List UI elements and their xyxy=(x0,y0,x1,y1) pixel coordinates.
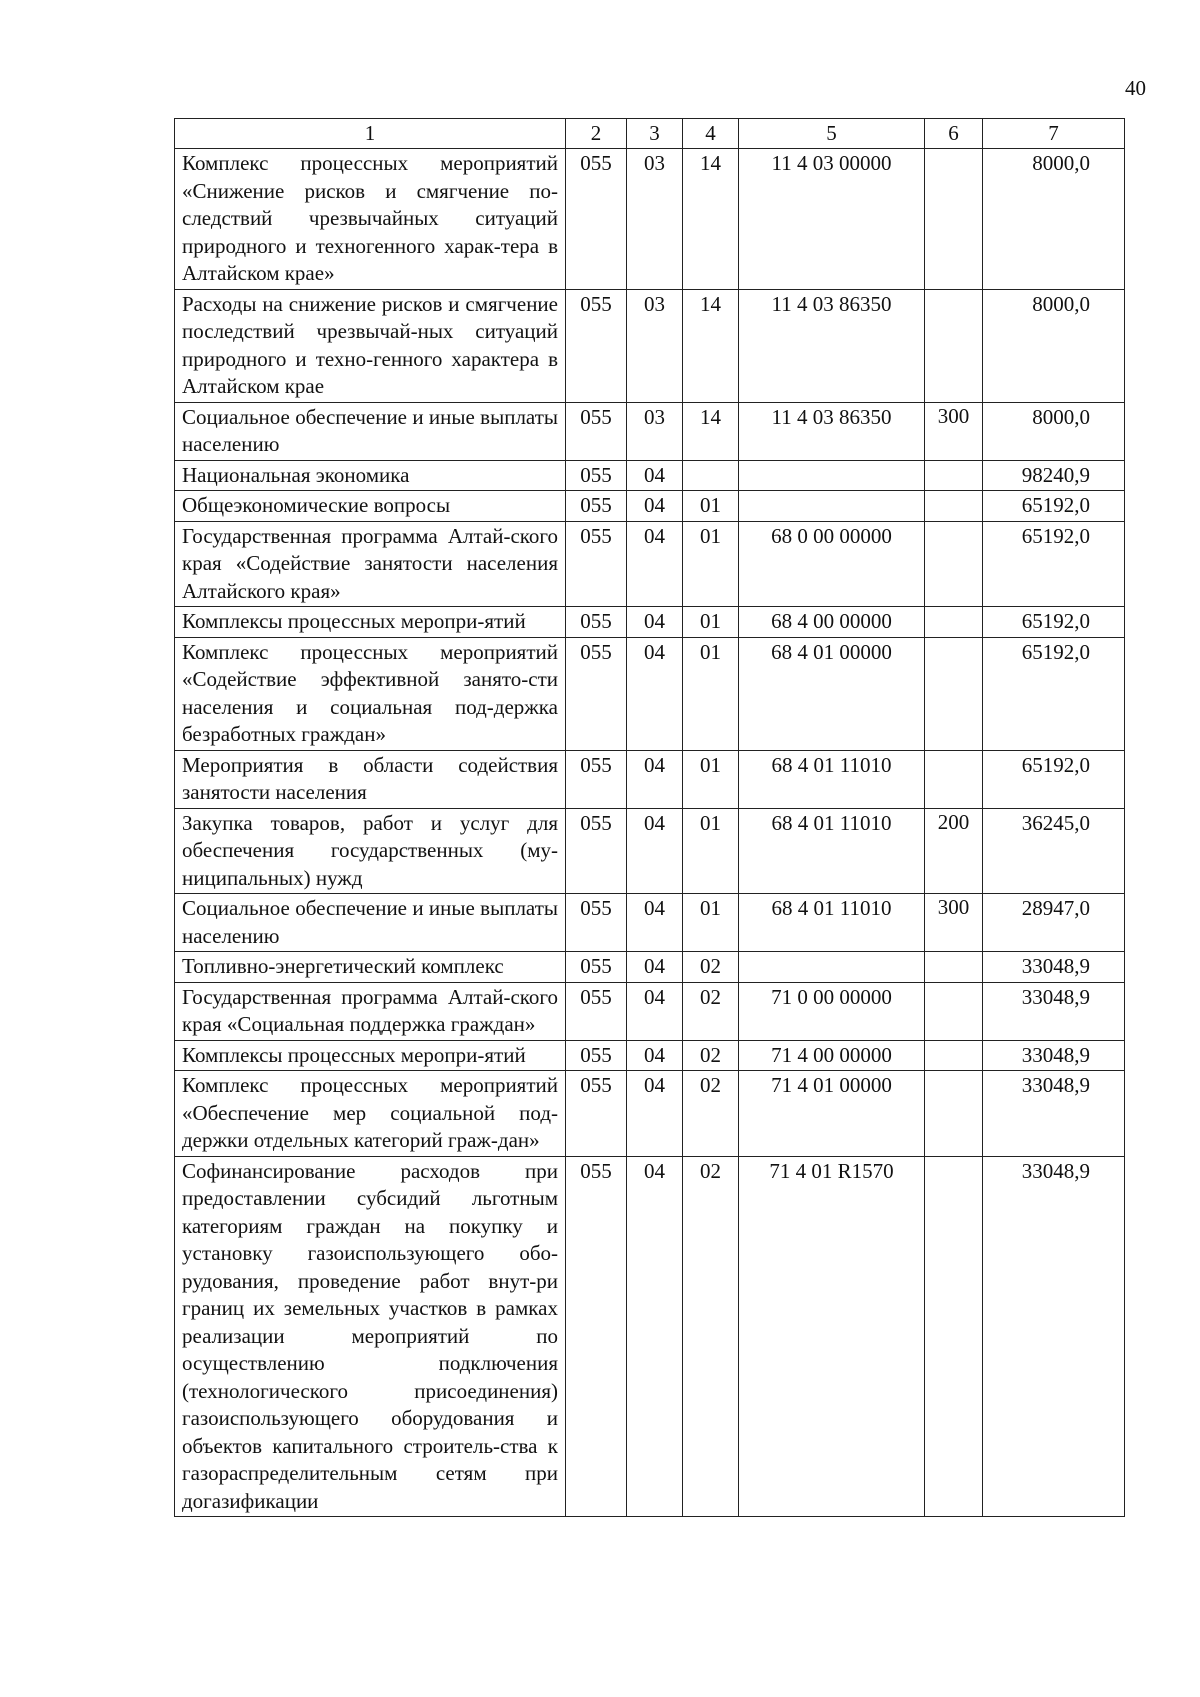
row-grbs-cell: 055 xyxy=(566,491,627,522)
table-row xyxy=(175,982,1125,1040)
row-grbs-cell: 055 xyxy=(566,750,627,808)
row-amount-cell: 33048,9 xyxy=(983,1040,1125,1071)
row-subsection-cell: 01 xyxy=(683,491,739,522)
row-expense-type-cell: 200 xyxy=(925,808,983,894)
row-grbs-cell: 055 xyxy=(566,808,627,894)
table-row xyxy=(175,894,1125,952)
row-subsection-cell: 14 xyxy=(683,149,739,290)
column-header-7: 7 xyxy=(983,119,1125,149)
row-subsection-cell: 02 xyxy=(683,1040,739,1071)
row-expense-type-cell xyxy=(925,637,983,750)
budget-table xyxy=(174,118,1125,1517)
row-target-article-cell: 71 4 00 00000 xyxy=(739,1040,925,1071)
row-target-article-cell: 11 4 03 86350 xyxy=(739,402,925,460)
table-row xyxy=(175,521,1125,607)
row-amount-cell: 65192,0 xyxy=(983,637,1125,750)
row-grbs-cell: 055 xyxy=(566,1071,627,1157)
row-subsection-cell: 01 xyxy=(683,894,739,952)
row-target-article-cell: 71 0 00 00000 xyxy=(739,982,925,1040)
row-name-cell: Комплекс процессных мероприятий «Обеспечение мер социальной под-держки отдельных категорий граж-дан» xyxy=(175,1071,566,1157)
row-name-cell: Комплекс процессных мероприятий «Снижение рисков и смягчение по-следствий чрезвычайных ситуаций природного и техногенного харак-тера в Алтайском крае» xyxy=(175,149,566,290)
row-grbs-cell: 055 xyxy=(566,894,627,952)
row-expense-type-cell xyxy=(925,952,983,983)
header-row xyxy=(175,119,1125,149)
row-target-article-cell: 68 4 01 00000 xyxy=(739,637,925,750)
table-row xyxy=(175,1040,1125,1071)
row-subsection-cell: 01 xyxy=(683,521,739,607)
row-section-cell: 04 xyxy=(627,1040,683,1071)
row-expense-type-cell: 300 xyxy=(925,402,983,460)
row-amount-cell: 33048,9 xyxy=(983,952,1125,983)
table-row xyxy=(175,149,1125,290)
row-subsection-cell: 01 xyxy=(683,808,739,894)
row-amount-cell: 8000,0 xyxy=(983,402,1125,460)
page-number: 40 xyxy=(1125,76,1146,100)
row-section-cell: 04 xyxy=(627,750,683,808)
row-expense-type-cell xyxy=(925,1156,983,1517)
row-amount-cell: 33048,9 xyxy=(983,1156,1125,1517)
row-section-cell: 04 xyxy=(627,607,683,638)
column-header-5: 5 xyxy=(739,119,925,149)
row-amount-cell: 65192,0 xyxy=(983,750,1125,808)
row-name-cell: Национальная экономика xyxy=(175,460,566,491)
row-grbs-cell: 055 xyxy=(566,460,627,491)
row-amount-cell: 33048,9 xyxy=(983,982,1125,1040)
row-name-cell: Социальное обеспечение и иные выплаты населению xyxy=(175,894,566,952)
row-section-cell: 04 xyxy=(627,1156,683,1517)
row-amount-cell: 65192,0 xyxy=(983,607,1125,638)
row-amount-cell: 65192,0 xyxy=(983,521,1125,607)
row-target-article-cell: 71 4 01 R1570 xyxy=(739,1156,925,1517)
row-name-cell: Мероприятия в области содействия занятости населения xyxy=(175,750,566,808)
row-section-cell: 03 xyxy=(627,289,683,402)
row-name-cell: Комплексы процессных меропри-ятий xyxy=(175,607,566,638)
row-grbs-cell: 055 xyxy=(566,402,627,460)
row-expense-type-cell xyxy=(925,491,983,522)
column-header-2: 2 xyxy=(566,119,627,149)
row-target-article-cell: 11 4 03 00000 xyxy=(739,149,925,290)
row-grbs-cell: 055 xyxy=(566,607,627,638)
row-subsection-cell: 02 xyxy=(683,1156,739,1517)
table-body xyxy=(175,149,1125,1517)
row-grbs-cell: 055 xyxy=(566,952,627,983)
row-amount-cell: 8000,0 xyxy=(983,149,1125,290)
row-name-cell: Общеэкономические вопросы xyxy=(175,491,566,522)
row-name-cell: Закупка товаров, работ и услуг для обеспечения государственных (му-ниципальных) нужд xyxy=(175,808,566,894)
row-name-cell: Комплексы процессных меропри-ятий xyxy=(175,1040,566,1071)
row-expense-type-cell xyxy=(925,1040,983,1071)
row-target-article-cell: 68 4 01 11010 xyxy=(739,808,925,894)
table-row xyxy=(175,289,1125,402)
table-row xyxy=(175,750,1125,808)
row-target-article-cell: 71 4 01 00000 xyxy=(739,1071,925,1157)
row-amount-cell: 8000,0 xyxy=(983,289,1125,402)
row-section-cell: 04 xyxy=(627,894,683,952)
table-row xyxy=(175,808,1125,894)
row-section-cell: 04 xyxy=(627,521,683,607)
row-subsection-cell: 01 xyxy=(683,750,739,808)
row-section-cell: 04 xyxy=(627,808,683,894)
column-header-1: 1 xyxy=(175,119,566,149)
row-target-article-cell: 68 4 01 11010 xyxy=(739,894,925,952)
row-subsection-cell xyxy=(683,460,739,491)
row-amount-cell: 33048,9 xyxy=(983,1071,1125,1157)
table-row xyxy=(175,1071,1125,1157)
row-target-article-cell: 68 4 01 11010 xyxy=(739,750,925,808)
row-expense-type-cell xyxy=(925,607,983,638)
row-section-cell: 04 xyxy=(627,491,683,522)
row-subsection-cell: 01 xyxy=(683,637,739,750)
row-expense-type-cell xyxy=(925,750,983,808)
row-expense-type-cell xyxy=(925,289,983,402)
row-amount-cell: 36245,0 xyxy=(983,808,1125,894)
row-expense-type-cell xyxy=(925,521,983,607)
row-name-cell: Государственная программа Алтай-ского края «Социальная поддержка граждан» xyxy=(175,982,566,1040)
row-expense-type-cell xyxy=(925,1071,983,1157)
row-target-article-cell: 11 4 03 86350 xyxy=(739,289,925,402)
row-grbs-cell: 055 xyxy=(566,149,627,290)
row-amount-cell: 28947,0 xyxy=(983,894,1125,952)
row-grbs-cell: 055 xyxy=(566,289,627,402)
row-section-cell: 04 xyxy=(627,460,683,491)
row-subsection-cell: 14 xyxy=(683,402,739,460)
table-row xyxy=(175,1156,1125,1517)
table-row xyxy=(175,952,1125,983)
row-grbs-cell: 055 xyxy=(566,1156,627,1517)
row-subsection-cell: 14 xyxy=(683,289,739,402)
row-target-article-cell: 68 0 00 00000 xyxy=(739,521,925,607)
row-section-cell: 04 xyxy=(627,637,683,750)
row-grbs-cell: 055 xyxy=(566,521,627,607)
table-row xyxy=(175,402,1125,460)
row-section-cell: 03 xyxy=(627,149,683,290)
table-row xyxy=(175,460,1125,491)
row-expense-type-cell: 300 xyxy=(925,894,983,952)
row-grbs-cell: 055 xyxy=(566,982,627,1040)
row-expense-type-cell xyxy=(925,149,983,290)
row-name-cell: Комплекс процессных мероприятий «Содействие эффективной занято-сти населения и социальная под-держка безработных граждан» xyxy=(175,637,566,750)
row-section-cell: 04 xyxy=(627,982,683,1040)
table-row xyxy=(175,491,1125,522)
column-header-6: 6 xyxy=(925,119,983,149)
row-name-cell: Топливно-энергетический комплекс xyxy=(175,952,566,983)
row-subsection-cell: 01 xyxy=(683,607,739,638)
column-header-4: 4 xyxy=(683,119,739,149)
table-row xyxy=(175,607,1125,638)
row-grbs-cell: 055 xyxy=(566,637,627,750)
row-grbs-cell: 055 xyxy=(566,1040,627,1071)
row-section-cell: 03 xyxy=(627,402,683,460)
row-name-cell: Софинансирование расходов при предоставлении субсидий льготным категориям граждан на покупку и установку газоиспользующего обо-рудования, проведение работ внут-ри границ их земельных участков в рамках реализации мероприятий по осуществлению подключения (технологического присоединения) газоиспользующего оборудования и объектов капитального строитель-ства к газораспределительным сетям при догазификации xyxy=(175,1156,566,1517)
row-target-article-cell xyxy=(739,952,925,983)
row-name-cell: Государственная программа Алтай-ского края «Содействие занятости населения Алтайского края» xyxy=(175,521,566,607)
row-name-cell: Социальное обеспечение и иные выплаты населению xyxy=(175,402,566,460)
row-amount-cell: 98240,9 xyxy=(983,460,1125,491)
row-expense-type-cell xyxy=(925,460,983,491)
row-section-cell: 04 xyxy=(627,1071,683,1157)
row-target-article-cell xyxy=(739,491,925,522)
row-target-article-cell xyxy=(739,460,925,491)
row-expense-type-cell xyxy=(925,982,983,1040)
row-section-cell: 04 xyxy=(627,952,683,983)
table-row xyxy=(175,637,1125,750)
row-target-article-cell: 68 4 00 00000 xyxy=(739,607,925,638)
row-subsection-cell: 02 xyxy=(683,1071,739,1157)
column-header-3: 3 xyxy=(627,119,683,149)
row-name-cell: Расходы на снижение рисков и смягчение последствий чрезвычай-ных ситуаций природного и техно-генного характера в Алтайском крае xyxy=(175,289,566,402)
row-subsection-cell: 02 xyxy=(683,952,739,983)
row-subsection-cell: 02 xyxy=(683,982,739,1040)
row-amount-cell: 65192,0 xyxy=(983,491,1125,522)
